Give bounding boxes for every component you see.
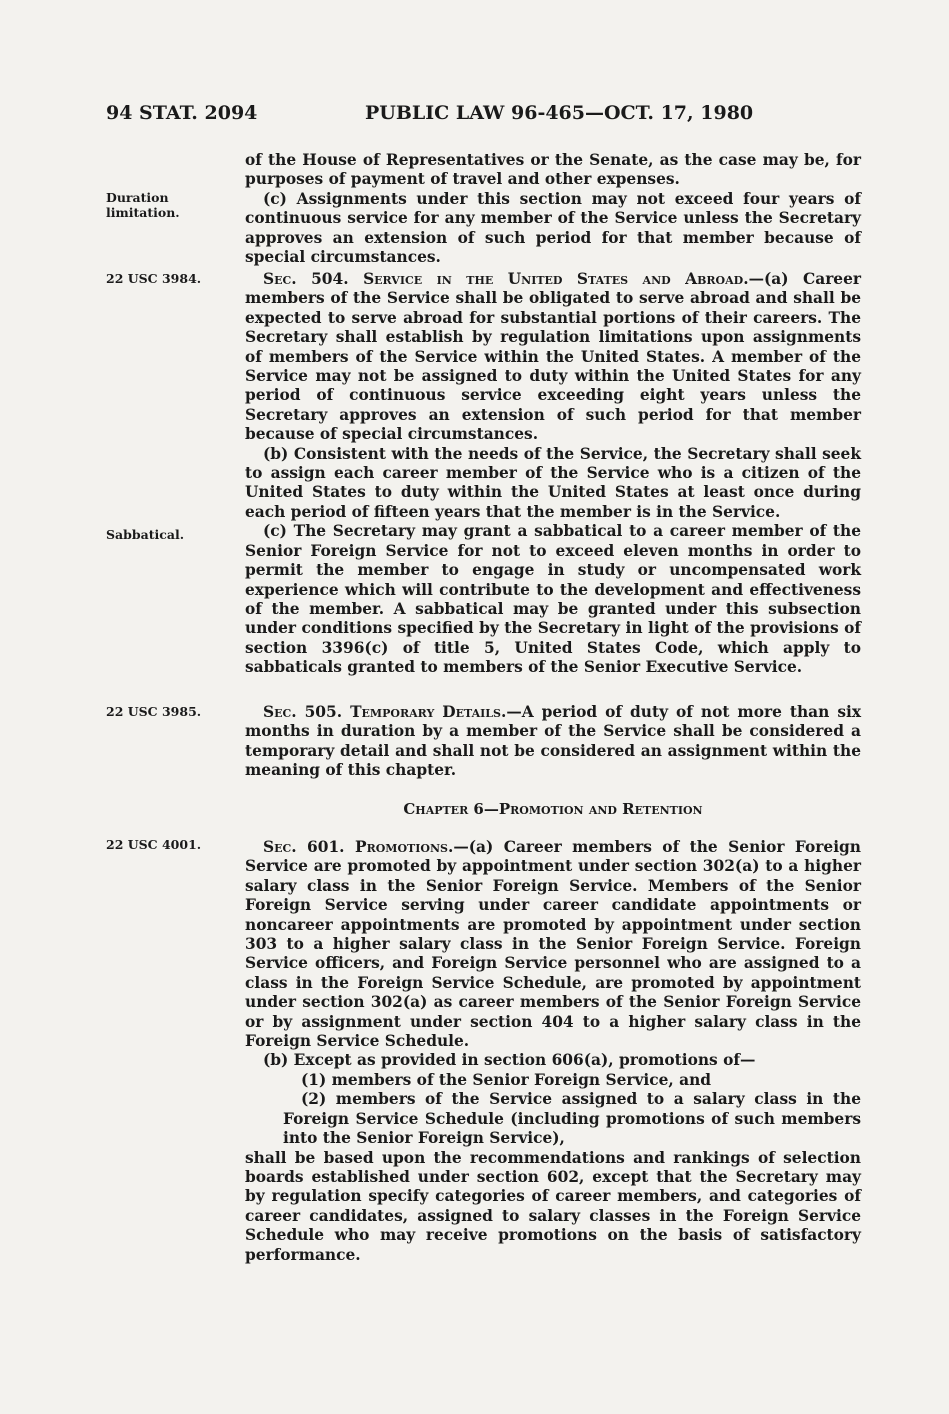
sec-601-b-intro: (b) Except as provided in section 606(a), promotions of— — [263, 1051, 756, 1070]
sec-505-body: —A period of duty of not more than six months in duration by a member of the Service shall be considered a temporary detail and shall not be considered an assignment within the meaning of this chapter. — [245, 703, 862, 780]
sec-505-text — [245, 703, 861, 781]
section-505 — [245, 703, 861, 781]
sec-601-label: Sec. 601. — [263, 838, 345, 856]
chapter-heading: Chapter 6—Promotion and Retention — [403, 800, 703, 818]
sec-601-a-text: —(a) Career members of the Senior Foreign Service are promoted by appointment under section 302(a) to a higher salary class in the Senior Foreign Service. Members of the Senior Foreign Service serving under career candidate appointments or noncareer appointments are promoted by appointment under section 303 to a higher salary class in the Senior Foreign Service. Foreign Service officers, and Foreign Service personnel who are assigned to a class in the Foreign Service Schedule, are promoted by appointment under section 302(a) as career members of the Senior Foreign Service or by assignment under section 404 to a higher salary class in the Foreign Service Schedule. — [245, 838, 861, 1051]
sec-601-title: Promotions. — [355, 838, 454, 856]
sec-504-a — [245, 270, 861, 445]
margin-note-usc-4001: 22 USC 4001. — [106, 837, 202, 852]
public-law-title: PUBLIC LAW 96-465—OCT. 17, 1980 — [365, 102, 754, 124]
page-header — [106, 102, 866, 132]
stat-citation: 94 STAT. 2094 — [106, 102, 258, 124]
sec-504-label: Sec. 504. — [263, 270, 349, 288]
section-601 — [245, 838, 861, 1265]
sec-505-title: Temporary Details. — [350, 703, 507, 721]
sec-601-b-item-2: (2) members of the Service assigned to a salary class in the Foreign Service Schedule (including promotions of such members into the Senior Foreign Service), — [283, 1090, 861, 1148]
sec-601-b-item-1: (1) members of the Senior Foreign Service, and — [301, 1070, 712, 1089]
margin-note-duration: Duration limitation. — [106, 190, 180, 220]
sec-504-c: (c) The Secretary may grant a sabbatical to a career member of the Senior Foreign Service for not to exceed eleven months in order to permit the member to engage in study or uncompensated work experience which will contribute to the development and effectiveness of the member. A sabbatical may be granted under this subsection under conditions specified by the Secretary in light of the provisions of section 3396(c) of title 5, United States Code, which apply to sabbaticals granted to members of the Senior Executive Service. — [245, 522, 861, 677]
sec-504-a-text: —(a) Career members of the Service shall be obligated to serve abroad and shall be expected to serve abroad for substantial portions of their careers. The Secretary shall establish by regulation limitations upon assignments of members of the Service within the United States. A member of the Service may not be assigned to duty within the United States for any period of continuous service exceeding eight years unless the Secretary approves an extension of such period for that member because of special circumstances. — [245, 270, 861, 444]
margin-note-sabbatical: Sabbatical. — [106, 527, 185, 542]
margin-note-usc-3985: 22 USC 3985. — [106, 704, 202, 719]
sec-601-a — [245, 838, 861, 1051]
sec-504-b: (b) Consistent with the needs of the Service, the Secretary shall seek to assign each career member of the Service who is a citizen of the United States to duty within the United States at least once during each period of fifteen years that the member is in the Service. — [245, 444, 861, 521]
sec-505-label: Sec. 505. — [263, 703, 343, 721]
sec-504-title: Service in the United States and Abroad. — [363, 270, 749, 288]
paragraph-duration-c: (c) Assignments under this section may not exceed four years of continuous service for any member of the Service unless the Secretary approves an extension of such period for that member because of special circumstances. — [245, 189, 861, 267]
section-504 — [245, 270, 861, 678]
block-continuation — [245, 151, 861, 267]
paragraph-continuation: of the House of Representatives or the Senate, as the case may be, for purposes of payment of travel and other expenses. — [245, 151, 861, 189]
margin-note-usc-3984: 22 USC 3984. — [106, 271, 202, 286]
sec-601-b-tail: shall be based upon the recommendations and rankings of selection boards established under section 602, except that the Secretary may by regulation specify categories of career members, and categories of career candidates, assigned to salary classes in the Foreign Service Schedule who may receive promotions on the basis of satisfactory performance. — [245, 1148, 861, 1264]
